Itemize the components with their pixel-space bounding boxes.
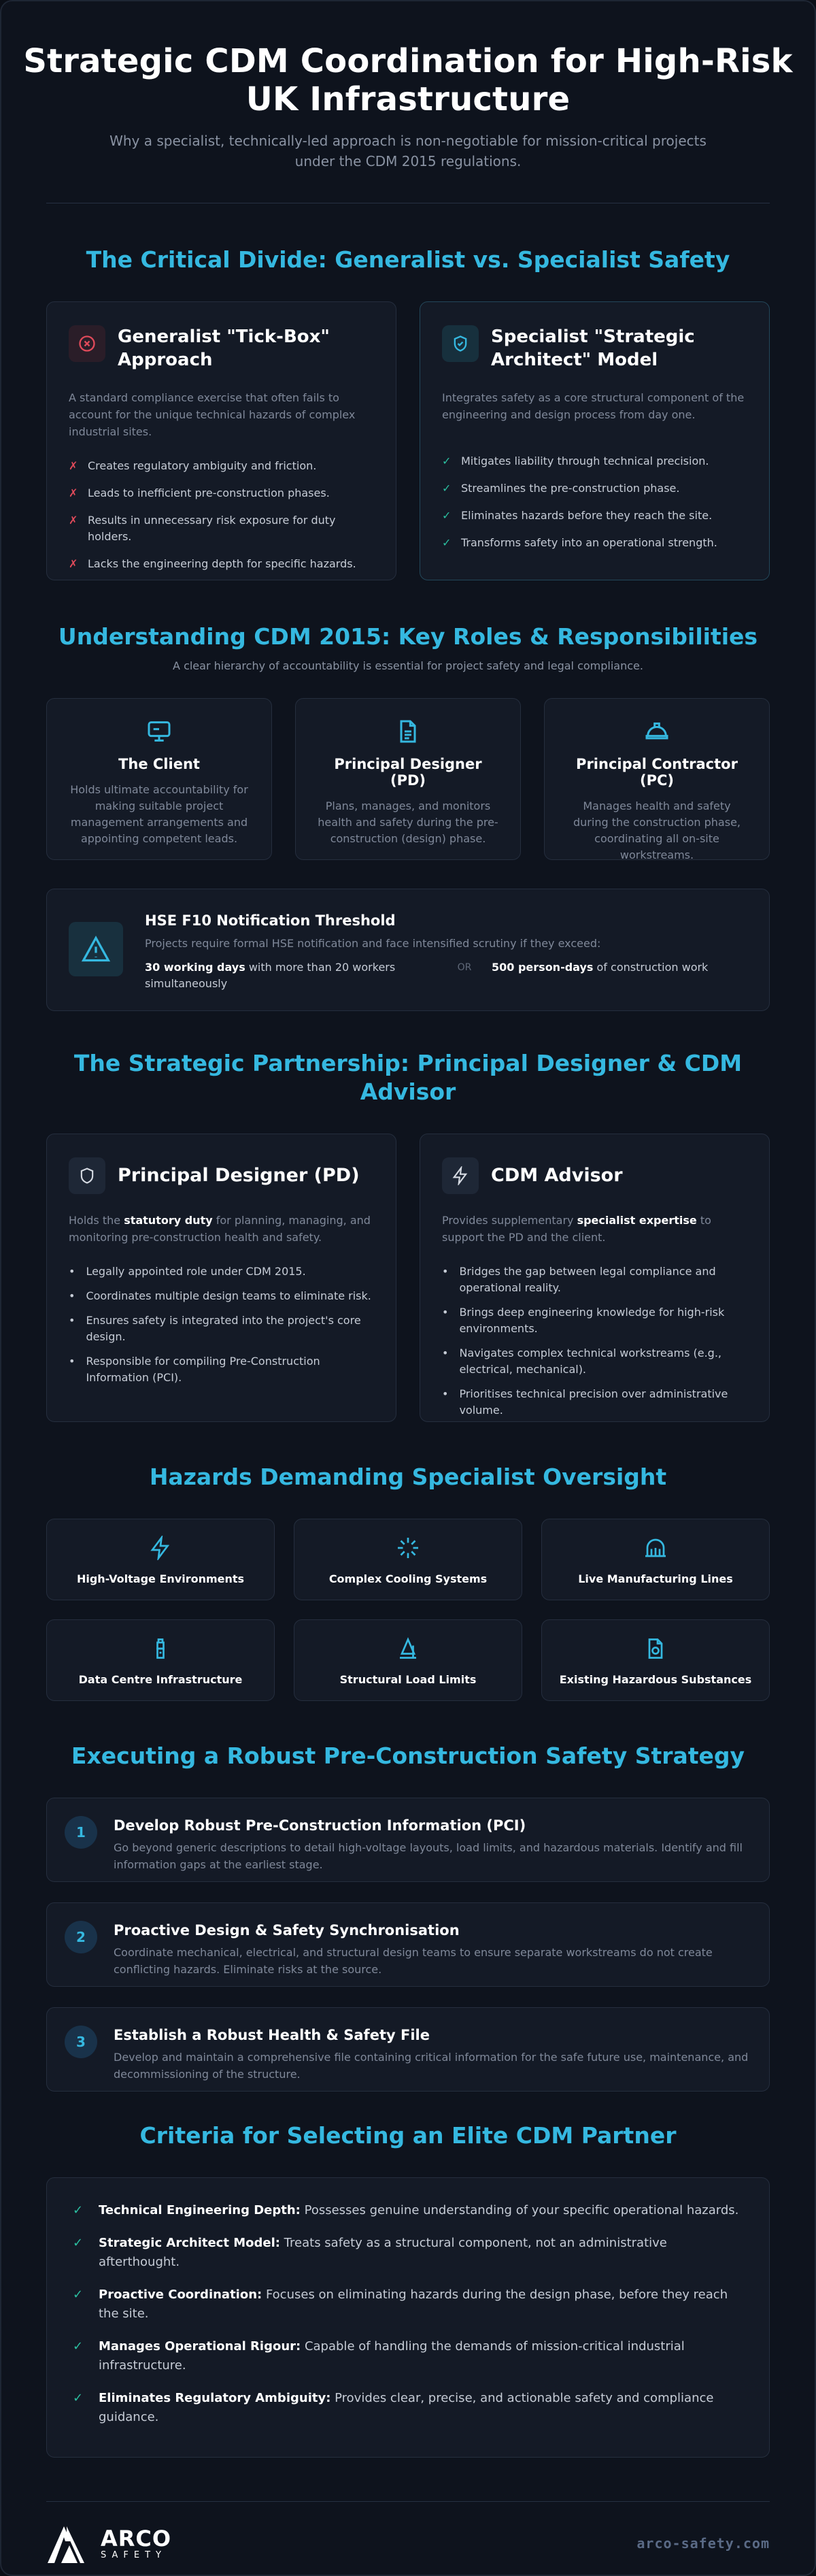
check-icon: ✓ (442, 482, 452, 495)
check-icon: ✓ (73, 2203, 84, 2217)
page-subtitle: Why a specialist, technically-led approach is non-negotiable for mission-critical projects under the CDM 2015 regulations. (109, 133, 707, 169)
hazards-section-title: Hazards Demanding Specialist Oversight (149, 1464, 667, 1490)
hard-hat-icon (565, 716, 749, 746)
step-text: Go beyond generic descriptions to detail high-voltage layouts, load limits, and hazardous materials. Identify and fill information gaps at the earliest stage. (114, 1841, 743, 1871)
pd-description: Holds the statutory duty for planning, managing, and monitoring pre-construction health and safety. (69, 1214, 371, 1244)
partnership-section (1, 1049, 815, 1422)
advisor-description: Provides supplementary specialist expertise to support the PD and the client. (442, 1214, 711, 1244)
document-icon (316, 716, 500, 746)
check-icon: ✓ (442, 536, 452, 549)
strategy-step (46, 1798, 770, 1882)
hazard-card (294, 1619, 522, 1701)
hazard-card (294, 1519, 522, 1600)
pd-card (46, 1134, 396, 1422)
hazards-section (1, 1463, 815, 1701)
cross-icon: ✗ (69, 557, 78, 570)
page-title: Strategic CDM Coordination for High-Risk UK Infrastructure (23, 42, 793, 118)
generalist-item (69, 512, 374, 545)
partnership-section-title: The Strategic Partnership: Principal Designer & CDM Advisor (73, 1050, 743, 1105)
role-card-pd (295, 698, 521, 860)
specialist-card (420, 301, 770, 580)
website-link[interactable]: arco-safety.com (636, 2535, 770, 2552)
generalist-item (69, 458, 374, 474)
hazard-label: Live Manufacturing Lines (578, 1572, 733, 1585)
pd-item: • Legally appointed role under CDM 2015. (69, 1265, 306, 1278)
arco-logo[interactable] (46, 2522, 171, 2564)
check-icon: ✓ (73, 2391, 84, 2405)
strategy-step (46, 1902, 770, 1987)
role-text: Plans, manages, and monitors health and safety during the pre-construction (design) phase. (318, 799, 498, 845)
cross-icon: ✗ (69, 486, 78, 499)
step-text: Coordinate mechanical, electrical, and structural design teams to ensure separate workstreams do not create conflicting hazards. Eliminate risks at the source. (114, 1946, 713, 1976)
hazard-label: High-Voltage Environments (76, 1572, 245, 1585)
divide-section (1, 246, 815, 580)
check-icon: ✓ (73, 2236, 84, 2250)
server-icon (148, 1651, 173, 1664)
hazard-card (541, 1519, 770, 1600)
specialist-description: Integrates safety as a core structural component of the engineering and design process from day one. (442, 391, 745, 421)
step-number: 1 (65, 1816, 97, 1849)
generalist-title: Generalist "Tick-Box" Approach (118, 327, 330, 370)
factory-icon (643, 1550, 668, 1563)
pd-item: • Coordinates multiple design teams to eliminate risk. (69, 1289, 371, 1302)
generalist-item (69, 556, 374, 572)
hazard-label: Complex Cooling Systems (328, 1572, 488, 1585)
generalist-item-text: Lacks the engineering depth for specific hazards. (88, 557, 356, 570)
generalist-item-text: Results in unnecessary risk exposure for duty holders. (88, 514, 336, 543)
lightning-icon (442, 1157, 479, 1194)
specialist-item (442, 508, 747, 524)
footer (1, 2502, 815, 2564)
specialist-title: Specialist "Strategic Architect" Model (491, 327, 695, 370)
hero-header (1, 1, 815, 171)
cross-icon: ✗ (69, 514, 78, 527)
logo-main-text: ARCO (101, 2525, 172, 2552)
role-card-pc (544, 698, 770, 860)
hse-intro: Projects require formal HSE notification and face intensified scrutiny if they exceed: (145, 937, 601, 950)
step-number: 2 (65, 1921, 97, 1953)
step-title: Establish a Robust Health & Safety File (114, 2027, 430, 2043)
role-text: Holds ultimate accountability for making suitable project management arrangements and appointing competent leads. (70, 783, 248, 845)
check-icon: ✓ (73, 2339, 84, 2354)
specialist-item-text: Mitigates liability through technical precision. (461, 455, 709, 467)
criteria-item: ✓ Eliminates Regulatory Ambiguity: Provides clear, precise, and actionable safety and compliance guidance. (73, 2389, 743, 2427)
generalist-item-text: Creates regulatory ambiguity and friction. (88, 459, 317, 472)
cross-icon: ✗ (69, 459, 78, 472)
roles-section-title: Understanding CDM 2015: Key Roles & Responsibilities (58, 623, 758, 650)
generalist-item (69, 485, 374, 501)
hse-or: OR (457, 962, 472, 973)
hse-threshold-card (46, 889, 770, 1011)
criteria-item: ✓ Manages Operational Rigour: Capable of handling the demands of mission-critical industrial infrastructure. (73, 2337, 743, 2375)
roles-section (1, 623, 815, 1011)
role-title: Principal Designer (PD) (334, 756, 482, 789)
criteria-item: ✓ Technical Engineering Depth: Possesses genuine understanding of your specific operational hazards. (73, 2201, 743, 2220)
advisor-title: CDM Advisor (491, 1165, 623, 1186)
roles-section-subtitle: A clear hierarchy of accountability is essential for project safety and legal compliance. (173, 659, 643, 672)
hse-title: HSE F10 Notification Threshold (145, 912, 396, 929)
strategy-step (46, 2007, 770, 2092)
pd-title: Principal Designer (PD) (118, 1165, 360, 1186)
hse-criterion-person-days: 500 person-days of construction work (492, 961, 709, 974)
generalist-card (46, 301, 396, 580)
role-title: The Client (118, 756, 200, 772)
monitor-icon (67, 716, 251, 746)
hazard-file-icon (643, 1651, 668, 1664)
specialist-item (442, 480, 747, 497)
specialist-item-text: Streamlines the pre-construction phase. (461, 482, 680, 495)
role-title: Principal Contractor (PC) (576, 756, 738, 789)
criteria-card (46, 2177, 770, 2458)
shield-icon (69, 1157, 105, 1194)
generalist-item-text: Leads to inefficient pre-construction phases. (88, 486, 330, 499)
role-card-client (46, 698, 272, 860)
arco-mountain-icon (46, 2522, 94, 2564)
snowflake-icon (396, 1550, 420, 1563)
criteria-section (1, 2121, 815, 2458)
strategy-section-title: Executing a Robust Pre-Construction Safety Strategy (71, 1743, 745, 1769)
step-number: 3 (65, 2026, 97, 2058)
advisor-item: • Navigates complex technical workstreams (e.g., electrical, mechanical). (442, 1347, 721, 1376)
criteria-section-title: Criteria for Selecting an Elite CDM Partner (139, 2122, 677, 2149)
advisor-item: • Brings deep engineering knowledge for high-risk environments. (442, 1306, 725, 1335)
advisor-item: • Bridges the gap between legal compliance and operational reality. (442, 1265, 716, 1294)
strategy-section (1, 1742, 815, 2092)
specialist-item (442, 453, 747, 469)
lightning-icon (148, 1550, 173, 1563)
scale-icon (396, 1651, 420, 1664)
advisor-item: • Prioritises technical precision over administrative volume. (442, 1387, 728, 1417)
hse-criterion-days: 30 working days with more than 20 workers simultaneously (145, 961, 396, 990)
x-circle-icon (69, 325, 105, 362)
hazard-label: Data Centre Infrastructure (78, 1673, 243, 1686)
check-icon: ✓ (73, 2288, 84, 2302)
shield-check-icon (442, 325, 479, 362)
step-text: Develop and maintain a comprehensive file containing critical information for the safe future use, maintenance, and decommissioning of the structure. (114, 2051, 749, 2081)
step-title: Develop Robust Pre-Construction Information (PCI) (114, 1817, 526, 1834)
divide-section-title: The Critical Divide: Generalist vs. Specialist Safety (86, 246, 730, 273)
hazard-card (46, 1519, 275, 1600)
warning-icon (69, 922, 123, 976)
advisor-card (420, 1134, 770, 1422)
check-icon: ✓ (442, 509, 452, 522)
specialist-item (442, 535, 747, 551)
criteria-item: ✓ Proactive Coordination: Focuses on eliminating hazards during the design phase, before they reach the site. (73, 2285, 743, 2324)
check-icon: ✓ (442, 455, 452, 467)
criteria-item: ✓ Strategic Architect Model: Treats safety as a structural component, not an administrative afterthought. (73, 2234, 743, 2272)
pd-item: • Responsible for compiling Pre-Construction Information (PCI). (69, 1355, 320, 1384)
specialist-item-text: Eliminates hazards before they reach the site. (461, 509, 713, 522)
step-title: Proactive Design & Safety Synchronisation (114, 1922, 460, 1938)
specialist-item-text: Transforms safety into an operational strength. (461, 536, 717, 549)
hazard-card (541, 1619, 770, 1701)
hazard-label: Structural Load Limits (339, 1673, 477, 1686)
logo-sub-text: SAFETY (101, 2549, 167, 2560)
role-text: Manages health and safety during the construction phase, coordinating all on-site workstreams. (573, 799, 741, 861)
hazard-label: Existing Hazardous Substances (559, 1673, 752, 1686)
generalist-description: A standard compliance exercise that often fails to account for the unique technical hazards of complex industrial sites. (69, 391, 356, 438)
hazard-card (46, 1619, 275, 1701)
pd-item: • Ensures safety is integrated into the project's core design. (69, 1314, 361, 1343)
